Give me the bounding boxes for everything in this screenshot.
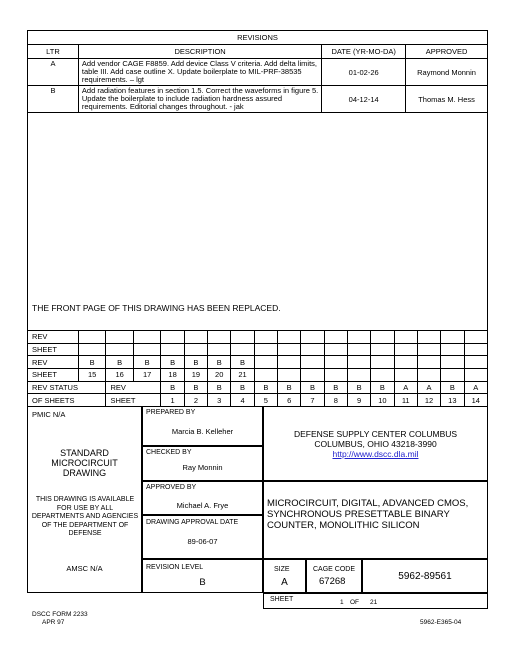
revision-description: Add radiation features in section 1.5. Correct the waveforms in figure 5. Update the boilerplate to include radiation hardness assured requirements. Editorial changes throughout. - jak xyxy=(78,86,321,113)
approved-by-box xyxy=(142,481,263,515)
of-sheets-label: OF SHEETS xyxy=(28,394,106,407)
sheet-cell: 16 xyxy=(106,369,134,382)
sheet-total: 21 xyxy=(370,599,378,606)
amsc-label: AMSC N/A xyxy=(66,564,103,573)
prepared-by-label: PREPARED BY xyxy=(146,409,196,416)
rev-cell: B xyxy=(184,356,207,369)
sheet-cell: 18 xyxy=(161,369,184,382)
size-box xyxy=(263,559,306,593)
rev-cell: B xyxy=(231,356,254,369)
availability-note: THIS DRAWING IS AVAILABLE FOR USE BY ALL DEPARTMENTS AND AGENCIES OF THE DEPARTMENT OF DEFENSE xyxy=(31,496,139,537)
checked-by-box xyxy=(142,446,263,481)
date-header: DATE (YR-MO-DA) xyxy=(322,45,406,59)
left-info-column xyxy=(27,406,142,593)
rev-label: REV xyxy=(28,331,79,344)
agency-name: DEFENSE SUPPLY CENTER COLUMBUS xyxy=(293,429,458,439)
rev-inner-label: REV xyxy=(106,381,161,394)
rev-cell: B xyxy=(231,381,254,394)
sheet-cell: 7 xyxy=(301,394,324,407)
rev-cell: B xyxy=(208,381,231,394)
revision-level-label: REVISION LEVEL xyxy=(146,564,204,571)
approval-date-value: 89-06-07 xyxy=(187,537,218,546)
cage-code-value: 67268 xyxy=(319,576,346,587)
rev-cell: B xyxy=(301,381,324,394)
revision-approver: Raymond Monnin xyxy=(406,59,488,86)
drawing-number-box xyxy=(362,559,488,593)
rev-cell: B xyxy=(161,356,184,369)
revisions-title: REVISIONS xyxy=(28,31,488,45)
drawing-title-box xyxy=(263,481,488,559)
agency-address: COLUMBUS, OHIO 43218-3990 xyxy=(314,439,437,449)
sheet-cell: 15 xyxy=(78,369,106,382)
approval-date-box xyxy=(142,515,263,559)
drawing-title: MICROCIRCUIT, DIGITAL, ADVANCED CMOS, SYNCHRONOUS PRESETTABLE BINARY COUNTER, MONOLITHIC SILICON xyxy=(267,498,469,531)
revision-status-grid xyxy=(27,330,488,407)
sheet-of-label: OF xyxy=(350,599,360,606)
rev-cell: B xyxy=(324,381,347,394)
rev-label: REV xyxy=(28,356,79,369)
sheet-cell: 9 xyxy=(347,394,370,407)
revision-date: 04-12-14 xyxy=(322,86,406,113)
sheet-cell: 20 xyxy=(208,369,231,382)
sheet-cell: 21 xyxy=(231,369,254,382)
rev-cell: B xyxy=(347,381,370,394)
sheet-cell: 17 xyxy=(133,369,161,382)
approved-by-name: Michael A. Frye xyxy=(176,501,229,510)
rev-cell: B xyxy=(184,381,207,394)
standard-drawing-title: STANDARD MICROCIRCUIT DRAWING xyxy=(51,448,118,478)
approved-by-label: APPROVED BY xyxy=(146,484,197,491)
checked-by-label: CHECKED BY xyxy=(146,449,192,456)
rev-cell: B xyxy=(278,381,301,394)
sheet-box xyxy=(263,593,488,609)
ltr-header: LTR xyxy=(28,45,79,59)
form-date: APR 97 xyxy=(42,619,65,626)
rev-cell: B xyxy=(208,356,231,369)
sheet-label: SHEET xyxy=(270,596,294,603)
sheet-cell: 4 xyxy=(231,394,254,407)
sheet-cell: 5 xyxy=(254,394,277,407)
approval-date-label: DRAWING APPROVAL DATE xyxy=(146,519,239,526)
sheet-cell: 6 xyxy=(278,394,301,407)
description-header: DESCRIPTION xyxy=(78,45,321,59)
revision-description: Add vendor CAGE F8859. Add device Class V criteria. Add delta limits, table III. Add case outline X. Update boilerplate to MIL-PRF-38535 requirements. – lgt xyxy=(78,59,321,86)
rev-cell: B xyxy=(106,356,134,369)
rev-cell: A xyxy=(464,381,488,394)
sheet-label: SHEET xyxy=(28,343,79,356)
pmic-label: PMIC N/A xyxy=(32,410,66,419)
sheet-number: 1 xyxy=(340,599,344,606)
sheet-label: SHEET xyxy=(28,369,79,382)
rev-cell: B xyxy=(254,381,277,394)
prepared-by-name: Marcia B. Kelleher xyxy=(171,427,234,436)
sheet-cell: 3 xyxy=(208,394,231,407)
revision-approver: Thomas M. Hess xyxy=(406,86,488,113)
revision-level-value: B xyxy=(199,577,206,588)
sheet-cell: 11 xyxy=(394,394,417,407)
rev-status-label: REV STATUS xyxy=(28,381,106,394)
sheet-cell: 10 xyxy=(371,394,394,407)
cage-code-box xyxy=(306,559,362,593)
checked-by-name: Ray Monnin xyxy=(182,463,223,472)
rev-cell: B xyxy=(133,356,161,369)
rev-cell: B xyxy=(441,381,464,394)
revision-level-box xyxy=(142,559,263,593)
revision-date: 01-02-26 xyxy=(322,59,406,86)
revision-letter: A xyxy=(28,59,79,86)
sheet-inner-label: SHEET xyxy=(106,394,161,407)
drawing-number: 5962-89561 xyxy=(398,571,452,582)
sheet-cell: 2 xyxy=(184,394,207,407)
rev-cell: A xyxy=(417,381,440,394)
sheet-cell: 19 xyxy=(184,369,207,382)
agency-website-link[interactable]: http://www.dscc.dla.mil xyxy=(332,449,419,459)
rev-cell: B xyxy=(161,381,184,394)
prepared-by-box xyxy=(142,406,263,446)
sheet-cell: 14 xyxy=(464,394,488,407)
sheet-cell: 13 xyxy=(441,394,464,407)
rev-cell: B xyxy=(371,381,394,394)
sheet-cell: 1 xyxy=(161,394,184,407)
rev-cell: B xyxy=(78,356,106,369)
size-value: A xyxy=(281,577,288,588)
cage-code-label: CAGE CODE xyxy=(313,566,356,573)
agency-box xyxy=(263,406,488,481)
rev-cell: A xyxy=(394,381,417,394)
sheet-cell: 12 xyxy=(417,394,440,407)
size-label: SIZE xyxy=(274,566,290,573)
revision-letter: B xyxy=(28,86,79,113)
form-number: DSCC FORM 2233 xyxy=(32,611,88,618)
sheet-cell: 8 xyxy=(324,394,347,407)
replaced-note: THE FRONT PAGE OF THIS DRAWING HAS BEEN REPLACED. xyxy=(32,303,281,313)
document-code: 5962-E365-04 xyxy=(420,619,462,626)
approved-header: APPROVED xyxy=(406,45,488,59)
